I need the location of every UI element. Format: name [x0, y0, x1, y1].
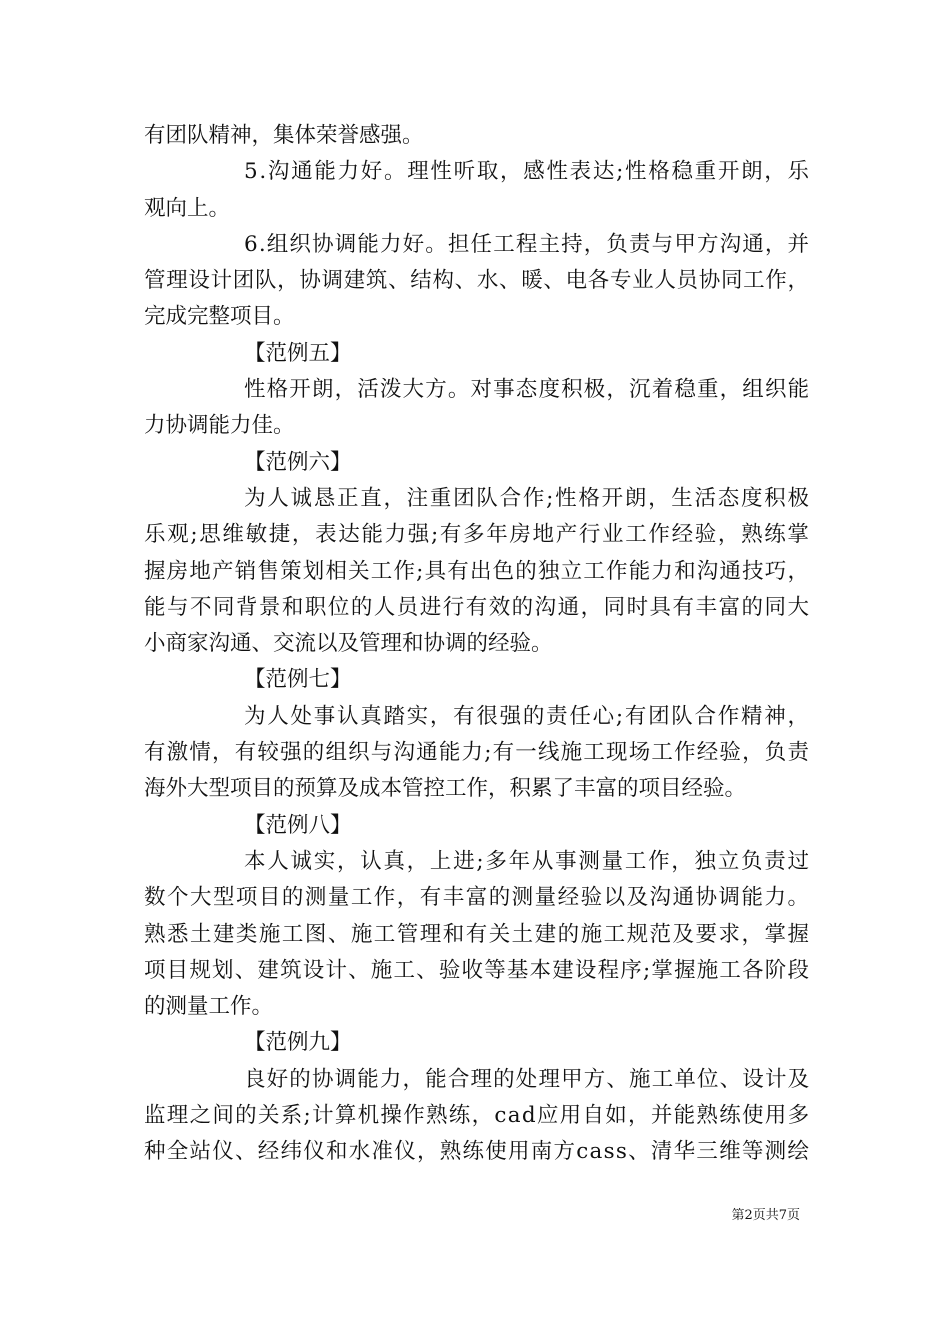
text-line: 良好的协调能力，能合理的处理甲方、施工单位、设计及: [244, 1066, 811, 1092]
text-line: 监理之间的关系;计算机操作熟练，cad应用自如，并能熟练使用多: [144, 1103, 811, 1129]
text-line: 能与不同背景和职位的人员进行有效的沟通，同时具有丰富的同大: [144, 594, 811, 620]
text-line: 种全站仪、经纬仪和水准仪，熟练使用南方cass、清华三维等测绘: [144, 1139, 811, 1165]
text-line: 【范例六】: [244, 449, 352, 475]
text-line: 本人诚实，认真，上进;多年从事测量工作，独立负责过: [244, 848, 811, 874]
text-line: 为人处事认真踏实，有很强的责任心;有团队合作精神，: [244, 703, 811, 729]
text-line: 握房地产销售策划相关工作;具有出色的独立工作能力和沟通技巧，: [144, 558, 811, 584]
text-line: 6.组织协调能力好。担任工程主持，负责与甲方沟通，并: [244, 231, 811, 257]
page-number: 第2页共7页: [731, 1208, 800, 1223]
text-line: 有团队精神，集体荣誉感强。: [144, 123, 424, 148]
text-line: 【范例九】: [244, 1030, 352, 1056]
text-line: 熟悉土建类施工图、施工管理和有关土建的施工规范及要求，掌握: [144, 921, 811, 947]
text-line: 海外大型项目的预算及成本管控工作，积累了丰富的项目经验。: [144, 776, 747, 802]
body-text: [144, 118, 809, 1171]
text-line: 力协调能力佳。: [144, 413, 295, 439]
text-line: 观向上。: [144, 195, 231, 221]
text-line: 【范例五】: [244, 340, 352, 366]
text-line: 【范例七】: [244, 667, 352, 693]
text-line: 小商家沟通、交流以及管理和协调的经验。: [144, 631, 553, 657]
text-line: 5.沟通能力好。理性听取，感性表达;性格稳重开朗，乐: [244, 159, 811, 185]
text-line: 乐观;思维敏捷，表达能力强;有多年房地产行业工作经验，熟练掌: [144, 522, 811, 548]
text-line: 为人诚恳正直，注重团队合作;性格开朗，生活态度积极: [244, 485, 811, 511]
text-line: 项目规划、建筑设计、施工、验收等基本建设程序;掌握施工各阶段: [144, 957, 811, 983]
text-line: 有激情，有较强的组织与沟通能力;有一线施工现场工作经验，负责: [144, 740, 811, 766]
text-line: 【范例八】: [244, 812, 352, 838]
text-line: 的测量工作。: [144, 994, 274, 1020]
text-line: 性格开朗，活泼大方。对事态度积极，沉着稳重，组织能: [244, 377, 811, 403]
text-line: 管理设计团队，协调建筑、结构、水、暖、电各专业人员协同工作，: [144, 268, 810, 294]
text-line: 数个大型项目的测量工作，有丰富的测量经验以及沟通协调能力。: [144, 885, 811, 911]
text-line: 完成完整项目。: [144, 304, 295, 330]
